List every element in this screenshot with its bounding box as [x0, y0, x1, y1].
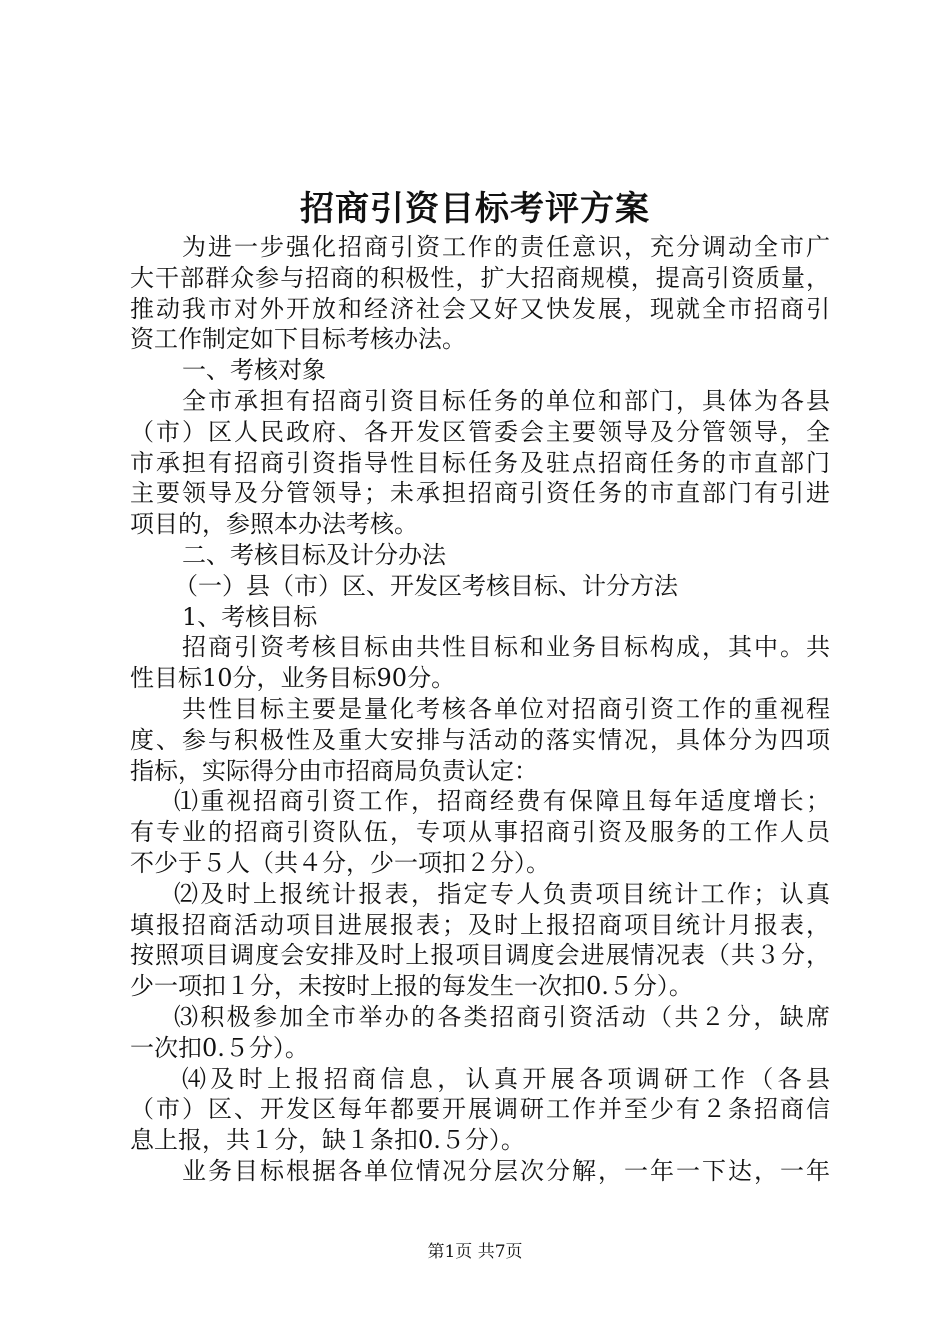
document-title: 招商引资目标考评方案 [300, 189, 650, 229]
paragraph-line: 有专业的招商引资队伍，专项从事招商引资及服务的工作人员 [130, 818, 830, 847]
paragraph-line: 市承担有招商引资指导性目标任务及驻点招商任务的市直部门 [130, 448, 830, 477]
paragraph-line: 招商引资考核目标由共性目标和业务目标构成，其中。共 [182, 633, 830, 662]
paragraph-line: 少一项扣１分，未按时上报的每发生一次扣0.５分）。 [130, 972, 693, 1001]
paragraph-line: 按照项目调度会安排及时上报项目调度会进展情况表（共３分， [130, 941, 830, 970]
paragraph-line: 共性目标主要是量化考核各单位对招商引资工作的重视程 [182, 694, 830, 723]
paragraph-line: 填报招商活动项目进展报表；及时上报招商项目统计月报表， [130, 910, 830, 939]
paragraph-line: 度、参与积极性及重大安排与活动的落实情况，具体分为四项 [130, 725, 830, 754]
paragraph-line: ⑴重视招商引资工作，招商经费有保障且每年适度增长； [174, 787, 830, 816]
page-footer: 第1页 共7页 [427, 1242, 523, 1262]
paragraph-line: 主要领导及分管领导；未承担招商引资任务的市直部门有引进 [130, 479, 830, 508]
paragraph-line: （市）区人民政府、各开发区管委会主要领导及分管领导，全 [130, 417, 830, 446]
paragraph-line: 1、考核目标 [182, 602, 318, 631]
paragraph-line: 性目标10分，业务目标90分。 [130, 664, 456, 693]
paragraph-line: 息上报，共１分，缺１条扣0.５分）。 [130, 1126, 525, 1155]
paragraph-line: 一、考核对象 [182, 356, 326, 385]
paragraph-line: 全市承担有招商引资目标任务的单位和部门，具体为各县 [182, 386, 830, 415]
paragraph-line: 资工作制定如下目标考核办法。 [130, 325, 466, 354]
paragraph-line: ⑵及时上报统计报表，指定专人负责项目统计工作；认真 [174, 879, 830, 908]
paragraph-line: 推动我市对外开放和经济社会又好又快发展，现就全市招商引 [130, 294, 830, 323]
paragraph-line: 大干部群众参与招商的积极性，扩大招商规模，提高引资质量， [130, 263, 830, 292]
paragraph-line: 为进一步强化招商引资工作的责任意识，充分调动全市广 [182, 233, 830, 261]
paragraph-line: （市）区、开发区每年都要开展调研工作并至少有２条招商信 [130, 1095, 830, 1124]
paragraph-line: 二、考核目标及计分办法 [182, 540, 446, 569]
paragraph-line: 一次扣0.５分）。 [130, 1033, 309, 1062]
paragraph-line: 不少于５人（共４分，少一项扣２分）。 [130, 848, 550, 877]
paragraph-line: （一）县（市）区、开发区考核目标、计分方法 [174, 571, 678, 600]
paragraph-line: 指标，实际得分由市招商局负责认定： [130, 756, 538, 785]
paragraph-line: 业务目标根据各单位情况分层次分解，一年一下达，一年 [182, 1156, 830, 1185]
paragraph-line: ⑷及时上报招商信息，认真开展各项调研工作（各县 [182, 1064, 830, 1093]
paragraph-line: ⑶积极参加全市举办的各类招商引资活动（共２分，缺席 [174, 1002, 830, 1031]
document-body [130, 232, 830, 1187]
paragraph-line: 项目的，参照本办法考核。 [130, 510, 418, 539]
